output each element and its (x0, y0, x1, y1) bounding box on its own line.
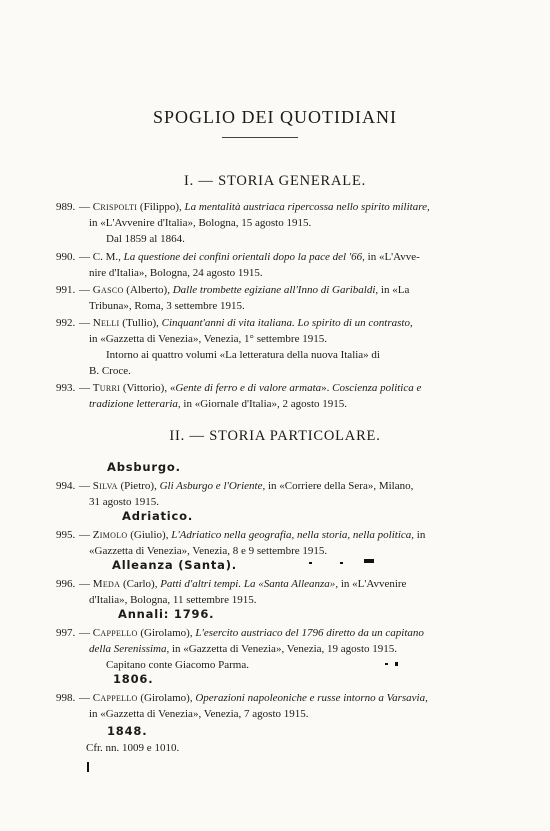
subheading-1806: 1806. (113, 672, 154, 686)
entry-number: 991. (56, 284, 76, 296)
entry-number: 993. (56, 382, 76, 394)
entry-998: 998. — Cappello (Girolamo), Operazioni napoleoniche e russe intorno a Varsavia, in «Gazzetta di Venezia», Venezia, 7 agosto 1915. (56, 692, 428, 720)
entry-author: Crispolti (92, 201, 138, 213)
entry-note: Capitano conte Giacomo Parma. (106, 659, 249, 671)
page-title: SPOGLIO DEI QUOTIDIANI (153, 107, 397, 127)
cross-reference-note: Cfr. nn. 1009 e 1010. (86, 742, 180, 754)
entry-989: 989. — Crispolti (Filippo), La mentalità austriaca ripercossa nello spirito militare, in «L'Avvenire d'Italia», Bologna, 15 agosto 1915. Dal 1859 al 1864. (56, 199, 492, 247)
entry-author: Cappello (92, 627, 138, 639)
entry-title: Dalle trombette egiziane all'Inno di Garibaldi (172, 284, 376, 296)
ink-speck (340, 562, 343, 564)
entry-992: 992. — Nelli (Tullio), Cinquant'anni di vita italiana. Lo spirito di un contrasto, in «Gazzetta di Venezia», Venezia, 1° settembre 1915. Intorno ai quattro volumi «La letteratura della nuova Italia» di B. Croce. (56, 315, 492, 379)
entry-991: 991. — Gasco (Alberto), Dalle trombette egiziane all'Inno di Garibaldi, in «La Tribuna», Roma, 3 settembre 1915. (56, 284, 410, 312)
entry-author: Turri (92, 382, 121, 394)
entry-title: Gli Asburgo e l'Oriente (159, 480, 263, 492)
entry-number: 989. (56, 201, 76, 213)
entry-author: C. M. (92, 251, 119, 263)
subheading-absburgo: Absburgo. (107, 460, 181, 474)
entry-title: Patti d'altri tempi. La «Santa Alleanza» (160, 578, 336, 590)
entry-993: 993. — Turri (Vittorio), «Gente di ferro e di valore armata». Coscienza politica e tradizione letteraria, in «Giornale d'Italia», 2 agosto 1915. (56, 382, 422, 410)
entry-994: 994. — Silva (Pietro), Gli Asburgo e l'Oriente, in «Corriere della Sera», Milano, 31 agosto 1915. (56, 480, 414, 508)
ink-speck (364, 559, 374, 563)
entry-number: 992. (56, 317, 76, 329)
ink-speck (385, 663, 388, 665)
entry-note: Dal 1859 al 1864. (106, 233, 185, 245)
entry-number: 995. (56, 529, 76, 541)
section-heading-particular: II. — STORIA PARTICOLARE. (169, 428, 381, 444)
ink-speck (87, 762, 89, 772)
entry-title: L'Adriatico nella geografia, nella storia, nella politica, (171, 529, 415, 541)
entry-author: Gasco (92, 284, 124, 296)
ink-speck (395, 662, 398, 666)
subheading-annali: Annali: 1796. (118, 607, 215, 621)
entry-author: Nelli (92, 317, 120, 329)
entry-title: Operazioni napoleoniche e russe intorno a Varsavia, (195, 692, 428, 704)
subheading-1848: 1848. (107, 724, 148, 738)
entry-number: 994. (56, 480, 76, 492)
entry-title: Cinquant'anni di vita italiana. Lo spirito di un contrasto, (161, 317, 413, 329)
entry-title: La questione dei confini orientali dopo la pace del '66 (123, 251, 363, 263)
ink-speck (309, 562, 312, 564)
entry-author: Cappello (92, 692, 138, 704)
title-rule (222, 137, 298, 138)
entry-author: Zimolo (92, 529, 128, 541)
entry-title: L'esercito austriaco del 1796 diretto da un capitano (195, 627, 424, 639)
entry-995: 995. — Zimolo (Giulio), L'Adriatico nella geografia, nella storia, nella politica, in «Gazzetta di Venezia», Venezia, 8 e 9 settembre 1915. (56, 529, 426, 557)
entry-number: 998. (56, 692, 76, 704)
entry-number: 996. (56, 578, 76, 590)
entry-title: Gente di ferro e di valore armata (175, 382, 322, 394)
entry-note: Intorno ai quattro volumi «La letteratura della nuova Italia» di (106, 349, 380, 361)
section-heading-general: I. — STORIA GENERALE. (183, 173, 367, 189)
subheading-alleanza: Alleanza (Santa). (112, 558, 237, 572)
entry-number: 997. (56, 627, 76, 639)
subheading-adriatico: Adriatico. (122, 509, 194, 523)
entry-author: Meda (92, 578, 121, 590)
entry-990: 990. — C. M., La questione dei confini orientali dopo la pace del '66, in «L'Avve- nire d'Italia», Bologna, 24 agosto 1915. (56, 251, 420, 279)
entry-number: 990. (56, 251, 76, 263)
entry-997: 997. — Cappello (Girolamo), L'esercito austriaco del 1796 diretto da un capitano della Serenissima, in «Gazzetta di Venezia», Venezia, 19 agosto 1915. Capitano conte Giacomo Parma. (56, 625, 492, 673)
entry-author: Silva (92, 480, 118, 492)
entry-996: 996. — Meda (Carlo), Patti d'altri tempi. La «Santa Alleanza», in «L'Avvenire d'Italia», Bologna, 11 settembre 1915. (56, 578, 407, 606)
entry-title: La mentalità austriaca ripercossa nello spirito militare, (184, 201, 430, 213)
